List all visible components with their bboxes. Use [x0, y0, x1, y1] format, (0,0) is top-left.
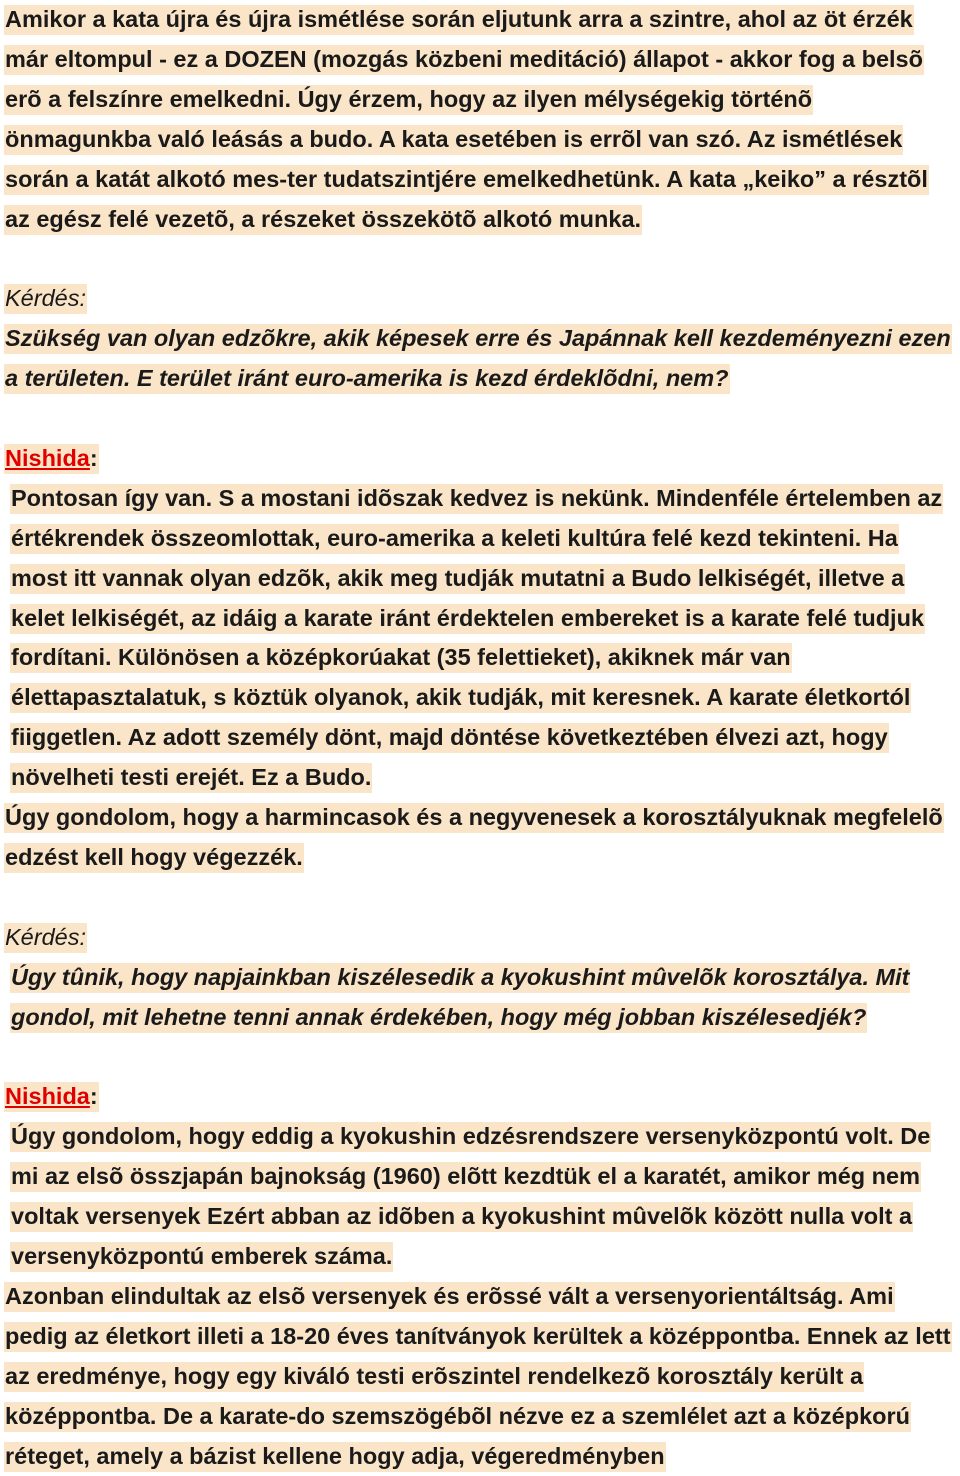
answer-text: Úgy gondolom, hogy eddig a kyokushin edzésrendszere versenyközpontú volt. De mi az elsõ összjapán bajnokság (1960) elõtt kezdtük el a karatét, amikor még nem voltak versenyek Ezért abban az idõben a kyokushint mûvelõk között nulla volt a versenyközpontú emberek száma.	[10, 1122, 931, 1272]
question-label-1	[4, 279, 956, 319]
answer-text: Pontosan így van. S a mostani idõszak kedvez is nekünk. Mindenféle értelemben az értékrendek összeomlottak, euro-amerika a keleti kultúra felé kezd tekinteni. Ha most itt vannak olyan edzõk, akik meg tudják mutatni a Budo lelkiségét, illetve a kelet lelkiségét, az idáig a karate iránt érdektelen embereket is a karate felé tudjuk fordítani. Különösen a középkorúakat (35 felettieket), akiknek már van élettapasztalatuk, s köztük olyanok, akik tudják, mit keresnek. A karate életkortól fiiggetlen. Az adott személy dönt, majd döntése következtében élvezi azt, hogy növelheti testi erejét. Ez a Budo.	[10, 484, 943, 793]
speaker-colon: :	[89, 444, 98, 471]
intro-text: Amikor a kata újra és újra ismétlése során eljutunk arra a szintre, ahol az öt érzék már eltompul - ez a DOZEN (mozgás közbeni meditáció) állapot - akkor fog a belsõ erõ a felszínre emelkedni. Úgy érzem, hogy az ilyen mélységekig történõ önmagunkba való leásás a budo. A kata esetében is errõl van szó. Az ismétlések során a katát alkotó mes-ter tudatszintjére emelkedhetünk. A kata „keiko” a résztõl az egész felé vezetõ, a részeket összekötõ alkotó munka.	[4, 5, 929, 235]
blank-line	[4, 1038, 956, 1078]
blank-line	[4, 878, 956, 918]
speaker-colon: :	[89, 1083, 98, 1110]
answer-paragraph-4	[4, 1277, 956, 1476]
intro-paragraph	[4, 0, 956, 239]
answer-text: Azonban elindultak az elsõ versenyek és erõssé vált a versenyorientáltság. Ami pedig az életkort illeti a 18-20 éves tanítványok kerültek a középpontba. Ennek az lett az eredménye, hogy egy kiváló testi erõszintel rendelkezõ korosztály került a középpontba. De a karate-do szemszögébõl nézve ez a szemlélet azt a középkorú réteget, amely a bázist kellene hogy adja, végeredményben	[4, 1282, 952, 1472]
answer-paragraph-1	[4, 479, 956, 798]
question-text: Szükség van olyan edzõkre, akik képesek erre és Japánnak kell kezdeményezni ezen a területen. E terület iránt euro-amerika is kezd érdeklõdni, nem?	[4, 324, 952, 394]
question-label-text: Kérdés:	[4, 284, 87, 314]
document-page	[4, 0, 956, 1476]
question-label-text: Kérdés:	[4, 923, 87, 953]
speaker-label-1	[4, 439, 956, 479]
blank-line	[4, 239, 956, 279]
blank-line	[4, 399, 956, 439]
answer-paragraph-2	[4, 798, 956, 878]
question-text-2	[4, 958, 956, 1038]
answer-text: Úgy gondolom, hogy a harmincasok és a negyvenesek a korosztályuknak megfelelõ edzést kell hogy végezzék.	[4, 803, 944, 873]
speaker-label-2	[4, 1077, 956, 1117]
speaker-name: Nishida	[5, 1083, 90, 1110]
question-label-2	[4, 918, 956, 958]
answer-paragraph-3	[4, 1117, 956, 1277]
question-text: Úgy tûnik, hogy napjainkban kiszélesedik a kyokushint mûvelõk korosztálya. Mit gondol, mit lehetne tenni annak érdekében, hogy még jobban kiszélesedjék?	[10, 963, 910, 1033]
speaker-name: Nishida	[5, 444, 90, 471]
question-text-1	[4, 319, 956, 399]
